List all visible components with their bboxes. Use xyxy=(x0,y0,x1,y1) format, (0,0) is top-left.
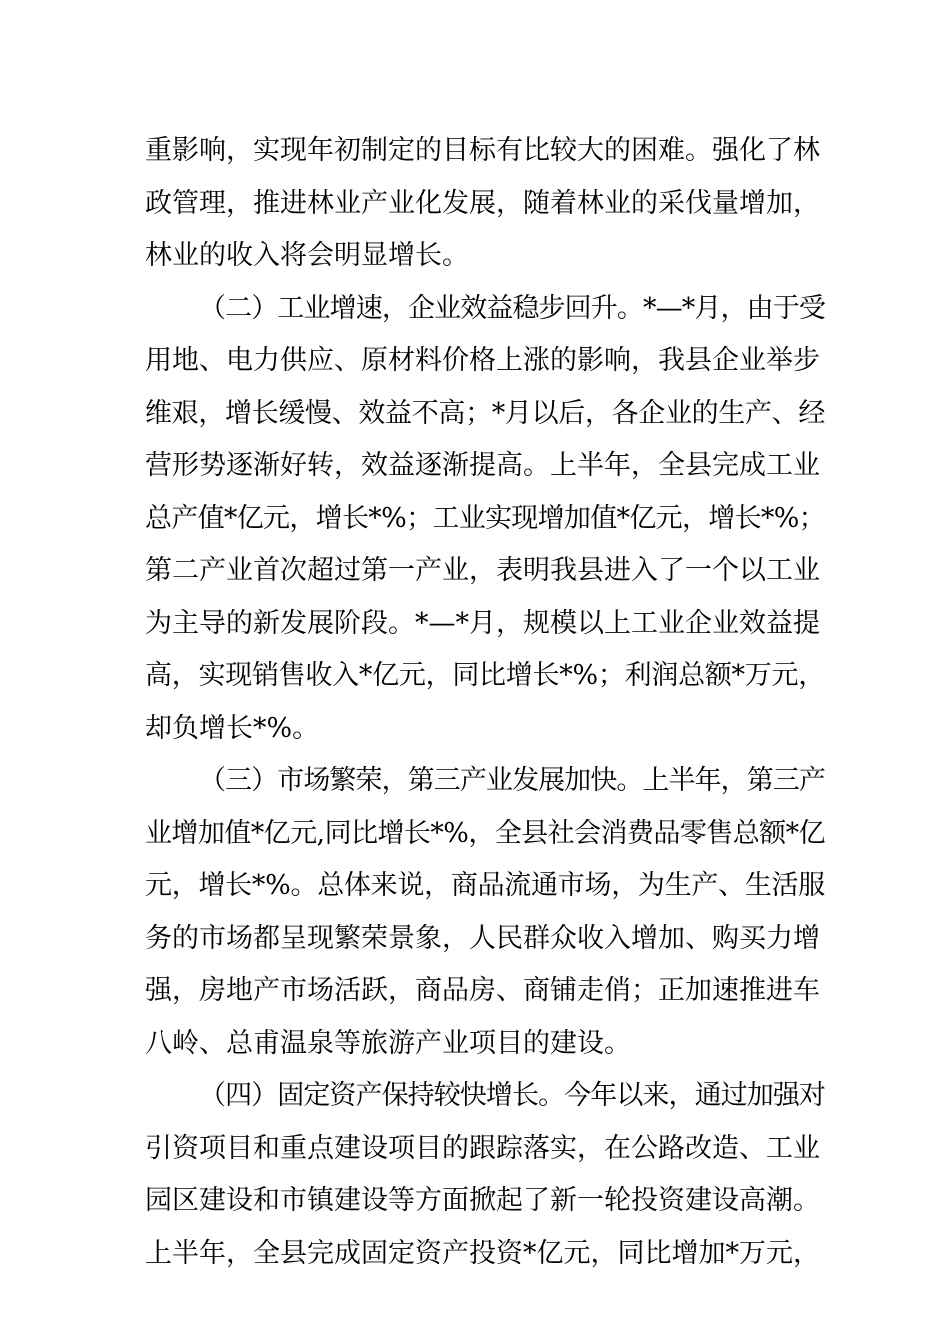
text-line: 林业的收入将会明显增长。 xyxy=(145,240,469,271)
text-line: 八岭、总甫温泉等旅游产业项目的建设。 xyxy=(145,1027,631,1059)
text-line: 营形势逐渐好转，效益逐渐提高。上半年，全县完成工业 xyxy=(145,450,820,481)
section-heading-line: （四）固定资产保持较快增长。今年以来，通过加强对 xyxy=(199,1080,825,1111)
text-line: 重影响，实现年初制定的目标有比较大的困难。强化了林 xyxy=(145,135,820,166)
text-line: 第二产业首次超过第一产业，表明我县进入了一个以工业 xyxy=(145,555,820,586)
text-line: 维艰，增长缓慢、效益不高；*月以后，各企业的生产、经 xyxy=(145,397,825,429)
text-line: 元，增长*%。总体来说，商品流通市场，为生产、生活服 xyxy=(145,870,825,901)
text-line: 为主导的新发展阶段。*—*月，规模以上工业企业效益提 xyxy=(145,607,820,639)
text-line: 强，房地产市场活跃，商品房、商铺走俏；正加速推进车 xyxy=(145,975,820,1006)
text-line: 用地、电力供应、原材料价格上涨的影响，我县企业举步 xyxy=(145,345,820,376)
text-line: 务的市场都呈现繁荣景象，人民群众收入增加、购买力增 xyxy=(145,922,820,954)
text-line: 上半年，全县完成固定资产投资*亿元，同比增加*万元， xyxy=(145,1237,820,1269)
body-text xyxy=(145,125,825,1280)
section-heading-line: （三）市场繁荣，第三产业发展加快。上半年，第三产 xyxy=(199,765,825,796)
text-line: 却负增长*%。 xyxy=(145,712,320,744)
text-line: 总产值*亿元，增长*%；工业实现增加值*亿元，增长*%； xyxy=(145,502,825,534)
section-heading-line: （二）工业增速，企业效益稳步回升。*—*月，由于受 xyxy=(199,292,825,324)
text-line: 业增加值*亿元,同比增长*%，全县社会消费品零售总额*亿 xyxy=(145,817,825,849)
text-line: 引资项目和重点建设项目的跟踪落实，在公路改造、工业 xyxy=(145,1132,820,1164)
text-line: 园区建设和市镇建设等方面掀起了新一轮投资建设高潮。 xyxy=(145,1185,820,1216)
text-line: 高，实现销售收入*亿元，同比增长*%；利润总额*万元， xyxy=(145,660,825,691)
text-line: 政管理，推进林业产业化发展，随着林业的采伐量增加， xyxy=(145,187,820,219)
